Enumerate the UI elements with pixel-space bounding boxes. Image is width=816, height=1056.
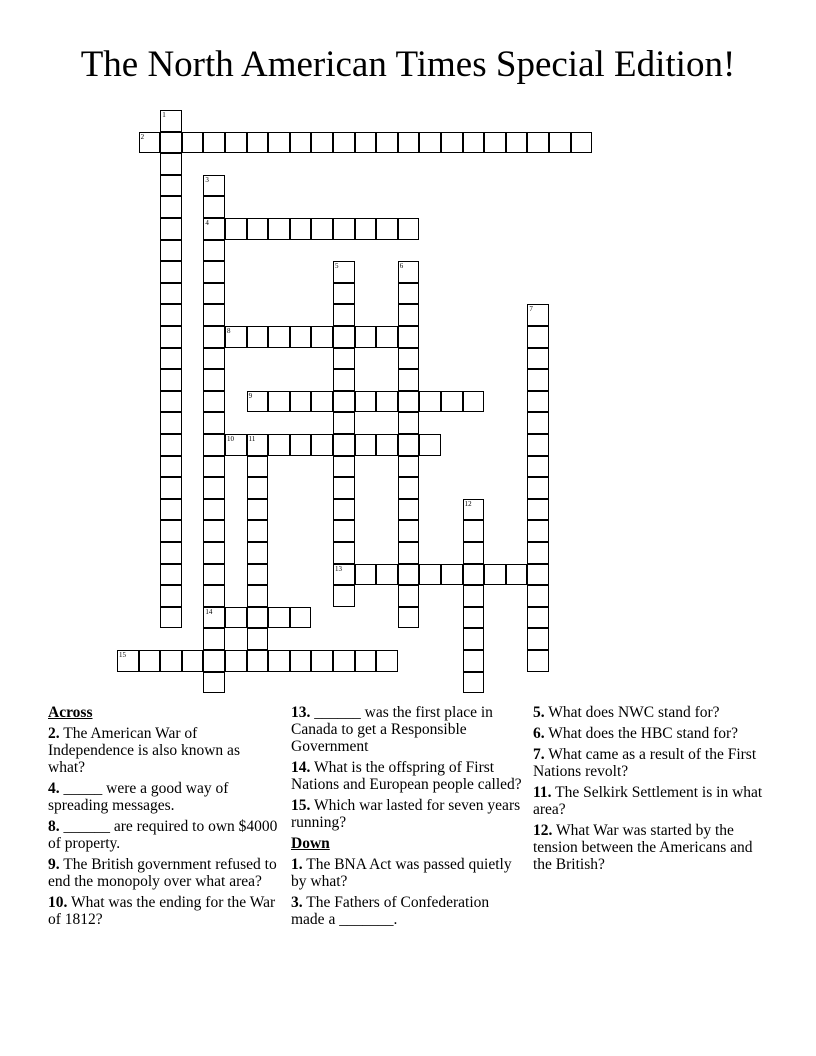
grid-cell — [419, 564, 441, 586]
grid-cell — [160, 499, 182, 521]
grid-cell — [160, 585, 182, 607]
grid-cell — [355, 326, 377, 348]
clue-down-11 — [533, 784, 765, 818]
grid-cell — [333, 477, 355, 499]
grid-cell — [463, 542, 485, 564]
clue-across-10 — [48, 894, 280, 928]
grid-cell — [203, 585, 225, 607]
grid-cell — [355, 434, 377, 456]
grid-cell — [160, 607, 182, 629]
grid-cell — [527, 369, 549, 391]
grid-cell — [333, 391, 355, 413]
grid-cell — [247, 499, 269, 521]
grid-cell — [398, 520, 420, 542]
grid-cell — [333, 650, 355, 672]
grid-cell — [290, 650, 312, 672]
clue-number: 6. — [533, 725, 545, 742]
grid-cell — [527, 326, 549, 348]
grid-cell — [203, 391, 225, 413]
grid-cell — [398, 391, 420, 413]
clue-down-7 — [533, 746, 765, 780]
grid-cell — [247, 585, 269, 607]
page-title: The North American Times Special Edition! — [80, 44, 736, 85]
grid-cell — [160, 391, 182, 413]
grid-cell — [527, 391, 549, 413]
clue-text: What is the offspring of First Nations and European people called? — [291, 759, 522, 793]
grid-cell — [419, 391, 441, 413]
grid-cell — [203, 218, 225, 240]
grid-cell — [160, 434, 182, 456]
grid-cell — [247, 564, 269, 586]
cell-number: 15 — [119, 651, 126, 659]
grid-cell — [355, 132, 377, 154]
grid-cell — [355, 391, 377, 413]
grid-cell — [376, 391, 398, 413]
grid-cell — [160, 218, 182, 240]
grid-cell — [139, 650, 161, 672]
grid-cell — [268, 326, 290, 348]
grid-cell — [333, 261, 355, 283]
clue-column-1 — [48, 704, 280, 932]
grid-cell — [463, 132, 485, 154]
grid-cell — [203, 326, 225, 348]
grid-cell — [290, 326, 312, 348]
grid-cell — [203, 348, 225, 370]
grid-cell — [203, 369, 225, 391]
grid-cell — [463, 650, 485, 672]
grid-cell — [398, 585, 420, 607]
clue-number: 8. — [48, 818, 60, 835]
grid-cell — [376, 434, 398, 456]
grid-cell — [398, 283, 420, 305]
grid-cell — [355, 218, 377, 240]
grid-cell — [506, 132, 528, 154]
grid-cell — [160, 456, 182, 478]
grid-cell — [225, 326, 247, 348]
grid-cell — [398, 412, 420, 434]
grid-cell — [398, 218, 420, 240]
grid-cell — [527, 542, 549, 564]
grid-cell — [203, 196, 225, 218]
grid-cell — [527, 628, 549, 650]
grid-cell — [527, 304, 549, 326]
grid-cell — [290, 607, 312, 629]
grid-cell — [463, 564, 485, 586]
grid-cell — [290, 132, 312, 154]
cell-number: 10 — [227, 435, 234, 443]
grid-cell — [290, 391, 312, 413]
grid-cell — [527, 412, 549, 434]
grid-cell — [160, 175, 182, 197]
grid-cell — [160, 110, 182, 132]
clue-across-9 — [48, 856, 280, 890]
clue-across-15 — [291, 797, 523, 831]
grid-cell — [203, 240, 225, 262]
grid-cell — [398, 499, 420, 521]
cell-number: 8 — [227, 327, 231, 335]
clue-number: 5. — [533, 704, 545, 721]
grid-cell — [571, 132, 593, 154]
grid-cell — [268, 650, 290, 672]
grid-cell — [247, 456, 269, 478]
grid-cell — [527, 564, 549, 586]
grid-cell — [290, 434, 312, 456]
clue-text: What does NWC stand for? — [548, 704, 720, 721]
cell-number: 12 — [464, 499, 472, 508]
cell-number: 2 — [140, 132, 145, 141]
grid-cell — [441, 391, 463, 413]
grid-cell — [160, 348, 182, 370]
grid-cell — [225, 607, 247, 629]
grid-cell — [355, 564, 377, 586]
grid-cell — [333, 499, 355, 521]
grid-cell — [203, 434, 225, 456]
grid-cell — [247, 542, 269, 564]
clue-text: Which war lasted for seven years running? — [291, 797, 521, 831]
grid-cell — [268, 607, 290, 629]
grid-cell — [182, 650, 204, 672]
grid-cell — [333, 456, 355, 478]
grid-cell — [203, 607, 225, 629]
grid-cell — [203, 520, 225, 542]
clue-number: 7. — [533, 746, 545, 763]
clue-column-3 — [533, 704, 765, 877]
grid-cell — [203, 261, 225, 283]
clue-down-5 — [533, 704, 765, 721]
grid-cell — [441, 564, 463, 586]
grid-cell — [247, 326, 269, 348]
grid-cell — [160, 240, 182, 262]
grid-cell — [441, 132, 463, 154]
grid-cell — [333, 434, 355, 456]
grid-cell — [506, 564, 528, 586]
grid-cell — [527, 434, 549, 456]
grid-cell — [225, 650, 247, 672]
clue-number: 13. — [291, 704, 311, 721]
grid-cell — [203, 650, 225, 672]
grid-cell — [398, 326, 420, 348]
cell-number: 9 — [248, 391, 253, 400]
clue-across-8 — [48, 818, 280, 852]
clue-text: ______ are required to own $4000 of property. — [48, 818, 278, 852]
grid-cell — [117, 650, 139, 672]
grid-cell — [160, 412, 182, 434]
grid-cell — [398, 348, 420, 370]
grid-cell — [203, 542, 225, 564]
grid-cell — [247, 650, 269, 672]
grid-cell — [333, 283, 355, 305]
grid-cell — [160, 369, 182, 391]
grid-cell — [398, 477, 420, 499]
clue-number: 9. — [48, 856, 60, 873]
grid-cell — [268, 391, 290, 413]
grid-cell — [527, 585, 549, 607]
grid-cell — [247, 607, 269, 629]
clue-number: 2. — [48, 725, 60, 742]
grid-cell — [311, 132, 333, 154]
grid-cell — [376, 132, 398, 154]
grid-cell — [527, 348, 549, 370]
grid-cell — [160, 520, 182, 542]
grid-cell — [311, 391, 333, 413]
cell-number: 1 — [162, 111, 166, 119]
grid-cell — [527, 499, 549, 521]
grid-cell — [290, 218, 312, 240]
grid-cell — [160, 326, 182, 348]
grid-cell — [419, 132, 441, 154]
grid-cell — [160, 477, 182, 499]
clue-text: ______ was the first place in Canada to get a Responsible Government — [291, 704, 493, 755]
grid-cell — [463, 499, 485, 521]
grid-cell — [247, 477, 269, 499]
grid-cell — [203, 672, 225, 694]
grid-cell — [333, 304, 355, 326]
grid-cell — [463, 672, 485, 694]
grid-cell — [160, 283, 182, 305]
grid-cell — [527, 132, 549, 154]
grid-cell — [247, 218, 269, 240]
grid-cell — [376, 564, 398, 586]
clue-text: What was the ending for the War of 1812? — [48, 894, 276, 928]
clue-number: 1. — [291, 856, 303, 873]
grid-cell — [247, 628, 269, 650]
grid-cell — [160, 196, 182, 218]
grid-cell — [398, 261, 420, 283]
grid-cell — [398, 132, 420, 154]
grid-cell — [463, 391, 485, 413]
clue-text: The Selkirk Settlement is in what area? — [533, 784, 763, 818]
grid-cell — [311, 434, 333, 456]
down-heading: Down — [291, 835, 330, 852]
grid-cell — [182, 132, 204, 154]
clue-text: The American War of Independence is also known as what? — [48, 725, 240, 776]
cell-number: 7 — [529, 305, 533, 314]
clue-across-13 — [291, 704, 523, 755]
grid-cell — [268, 434, 290, 456]
grid-cell — [247, 132, 269, 154]
grid-cell — [203, 564, 225, 586]
grid-cell — [203, 132, 225, 154]
clue-column-2 — [291, 704, 523, 932]
cell-number: 14 — [205, 607, 213, 616]
grid-cell — [333, 585, 355, 607]
grid-cell — [333, 326, 355, 348]
grid-cell — [333, 348, 355, 370]
grid-cell — [311, 218, 333, 240]
clue-text: The British government refused to end the monopoly over what area? — [48, 856, 277, 890]
grid-cell — [203, 412, 225, 434]
grid-cell — [225, 132, 247, 154]
grid-cell — [203, 499, 225, 521]
grid-cell — [376, 326, 398, 348]
clue-across-14 — [291, 759, 523, 793]
across-heading: Across — [48, 704, 93, 721]
grid-cell — [139, 132, 161, 154]
clue-text: The BNA Act was passed quietly by what? — [291, 856, 512, 890]
grid-cell — [398, 542, 420, 564]
clue-down-3 — [291, 894, 523, 928]
grid-cell — [484, 564, 506, 586]
grid-cell — [160, 261, 182, 283]
clue-number: 4. — [48, 780, 60, 797]
clue-number: 10. — [48, 894, 68, 911]
grid-cell — [398, 369, 420, 391]
grid-cell — [311, 326, 333, 348]
grid-cell — [398, 607, 420, 629]
grid-cell — [247, 434, 269, 456]
grid-cell — [419, 434, 441, 456]
grid-cell — [333, 542, 355, 564]
grid-cell — [203, 304, 225, 326]
grid-cell — [355, 650, 377, 672]
cell-number: 6 — [399, 262, 404, 271]
grid-cell — [333, 412, 355, 434]
grid-cell — [203, 628, 225, 650]
grid-cell — [333, 218, 355, 240]
grid-cell — [527, 650, 549, 672]
clue-number: 12. — [533, 822, 553, 839]
grid-cell — [203, 456, 225, 478]
grid-cell — [311, 650, 333, 672]
grid-cell — [268, 132, 290, 154]
grid-cell — [527, 607, 549, 629]
grid-cell — [398, 564, 420, 586]
grid-cell — [376, 218, 398, 240]
grid-cell — [333, 369, 355, 391]
grid-cell — [225, 434, 247, 456]
grid-cell — [160, 542, 182, 564]
grid-cell — [225, 218, 247, 240]
grid-cell — [549, 132, 571, 154]
clue-number: 3. — [291, 894, 303, 911]
grid-cell — [463, 628, 485, 650]
cell-number: 3 — [205, 175, 209, 184]
grid-cell — [160, 564, 182, 586]
grid-cell — [247, 391, 269, 413]
grid-cell — [203, 477, 225, 499]
grid-cell — [484, 132, 506, 154]
grid-cell — [333, 132, 355, 154]
grid-cell — [527, 520, 549, 542]
grid-cell — [463, 607, 485, 629]
cell-number: 5 — [335, 262, 339, 271]
grid-cell — [527, 456, 549, 478]
clue-number: 11. — [533, 784, 552, 801]
grid-cell — [160, 650, 182, 672]
grid-cell — [463, 585, 485, 607]
grid-cell — [203, 283, 225, 305]
clue-down-1 — [291, 856, 523, 890]
grid-cell — [463, 520, 485, 542]
clue-text: What does the HBC stand for? — [548, 725, 739, 742]
grid-cell — [333, 520, 355, 542]
grid-cell — [398, 434, 420, 456]
grid-cell — [268, 218, 290, 240]
grid-cell — [398, 304, 420, 326]
grid-cell — [333, 564, 355, 586]
grid-cell — [160, 132, 182, 154]
grid-cell — [160, 153, 182, 175]
clue-text: What came as a result of the First Nations revolt? — [533, 746, 757, 780]
clue-number: 14. — [291, 759, 311, 776]
cell-number: 13 — [335, 564, 342, 573]
grid-cell — [247, 520, 269, 542]
cell-number: 4 — [205, 219, 209, 227]
clue-down-6 — [533, 725, 765, 742]
clue-down-12 — [533, 822, 765, 873]
clue-number: 15. — [291, 797, 311, 814]
clue-across-2 — [48, 725, 280, 776]
clue-across-4 — [48, 780, 280, 814]
clue-text: What War was started by the tension between the Americans and the British? — [533, 822, 753, 873]
grid-cell — [527, 477, 549, 499]
cell-number: 11 — [248, 435, 256, 443]
clue-text: The Fathers of Confederation made a _______. — [291, 894, 490, 928]
grid-cell — [376, 650, 398, 672]
grid-cell — [203, 175, 225, 197]
clue-text: _____ were a good way of spreading messages. — [48, 780, 229, 814]
grid-cell — [398, 456, 420, 478]
grid-cell — [160, 304, 182, 326]
